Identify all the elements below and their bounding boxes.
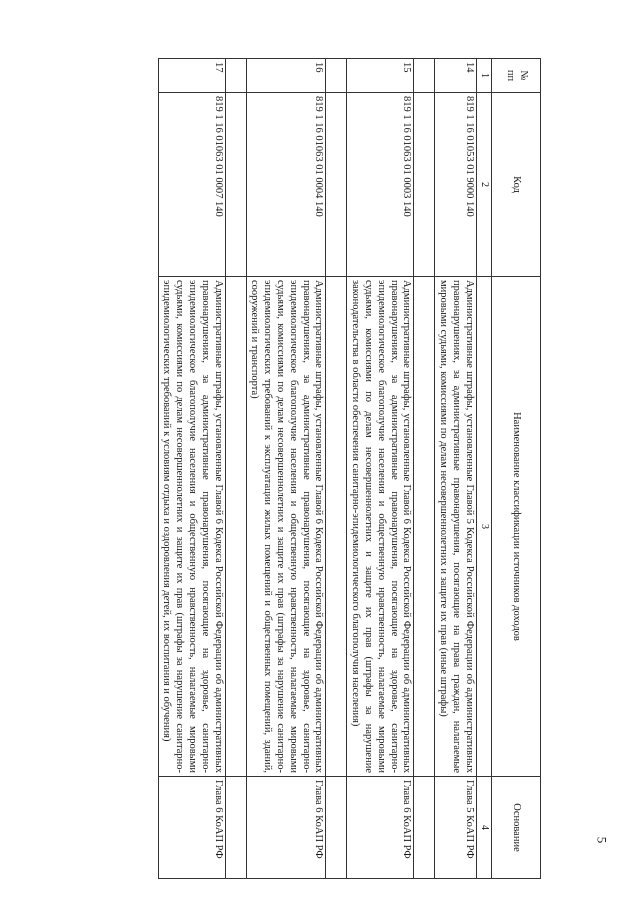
header-name: Наименование классификации источников доходов xyxy=(492,277,541,777)
header-code: Код xyxy=(492,93,541,277)
row-spacer xyxy=(414,59,435,879)
row-code: 819 1 16 01053 01 9000 140 xyxy=(435,93,476,277)
column-number: 2 xyxy=(476,93,491,277)
header-basis: Основание xyxy=(492,777,541,879)
row-code: 819 1 16 01063 01 0004 140 xyxy=(246,93,326,277)
table-row xyxy=(347,59,414,879)
row-basis: Глава 6 КоАП РФ xyxy=(347,777,414,879)
row-name: Административные штрафы, установленные Главой 6 Кодекса Российской Федерации об административных правонарушениях, за административные правонарушения, посягающие на здоровье, санитарно-эпидемиологическое благополучие населения и общественную нравственность, налагаемые мировыми судьями, комиссиями по делам несовершеннолетних и защите их прав (штрафы за нарушение санитарно-эпидемиологических требований к эксплуатации жилых помещений и общественных помещений, зданий, сооружений и транспорта) xyxy=(246,277,326,777)
page-number: 5 xyxy=(594,836,610,844)
column-number-row xyxy=(476,59,491,879)
header-num: № пп xyxy=(492,59,541,93)
column-number: 4 xyxy=(476,777,491,879)
row-num: 16 xyxy=(246,59,326,93)
row-basis: Глава 5 КоАП РФ xyxy=(435,777,476,879)
row-num: 17 xyxy=(158,59,225,93)
table-row xyxy=(435,59,476,879)
rotated-page-frame xyxy=(61,58,541,878)
column-number: 3 xyxy=(476,277,491,777)
row-spacer xyxy=(225,59,246,879)
revenue-classification-table xyxy=(158,58,541,879)
column-number: 1 xyxy=(476,59,491,93)
table-header-row xyxy=(492,59,541,879)
row-num: 14 xyxy=(435,59,476,93)
row-spacer xyxy=(326,59,347,879)
row-num: 15 xyxy=(347,59,414,93)
row-name: Административные штрафы, установленные Главой 5 Кодекса Российской Федерации об административных правонарушениях, за административные правонарушения, посягающие на права граждан, налагаемые мировыми судьями, комиссиями по делам несовершеннолетних и защите их прав (иные штрафы) xyxy=(435,277,476,777)
row-name: Административные штрафы, установленные Главой 6 Кодекса Российской Федерации об административных правонарушениях, за административные правонарушения, посягающие на здоровье, санитарно-эпидемиологическое благополучие населения и общественную нравственность, налагаемые мировыми судьями, комиссиями по делам несовершеннолетних и защите их прав (штрафы за нарушение законодательства в области обеспечения санитарно-эпидемиологического благополучия населения) xyxy=(347,277,414,777)
table-row xyxy=(158,59,225,879)
row-basis: Глава 6 КоАП РФ xyxy=(158,777,225,879)
table-row xyxy=(246,59,326,879)
row-code: 819 1 16 01063 01 0003 140 xyxy=(347,93,414,277)
row-name: Административные штрафы, установленные Главой 6 Кодекса Российской Федерации об административных правонарушениях, за административные правонарушения, посягающие на здоровье, санитарно-эпидемиологическое благополучие населения и общественную нравственность, налагаемые мировыми судьями, комиссиями по делам несовершеннолетних и защите их прав (штрафы за нарушение санитарно-эпидемиологических требований к условиям отдыха и оздоровления детей, их воспитания и обучения) xyxy=(158,277,225,777)
row-basis: Глава 6 КоАП РФ xyxy=(246,777,326,879)
row-code: 819 1 16 01063 01 0007 140 xyxy=(158,93,225,277)
